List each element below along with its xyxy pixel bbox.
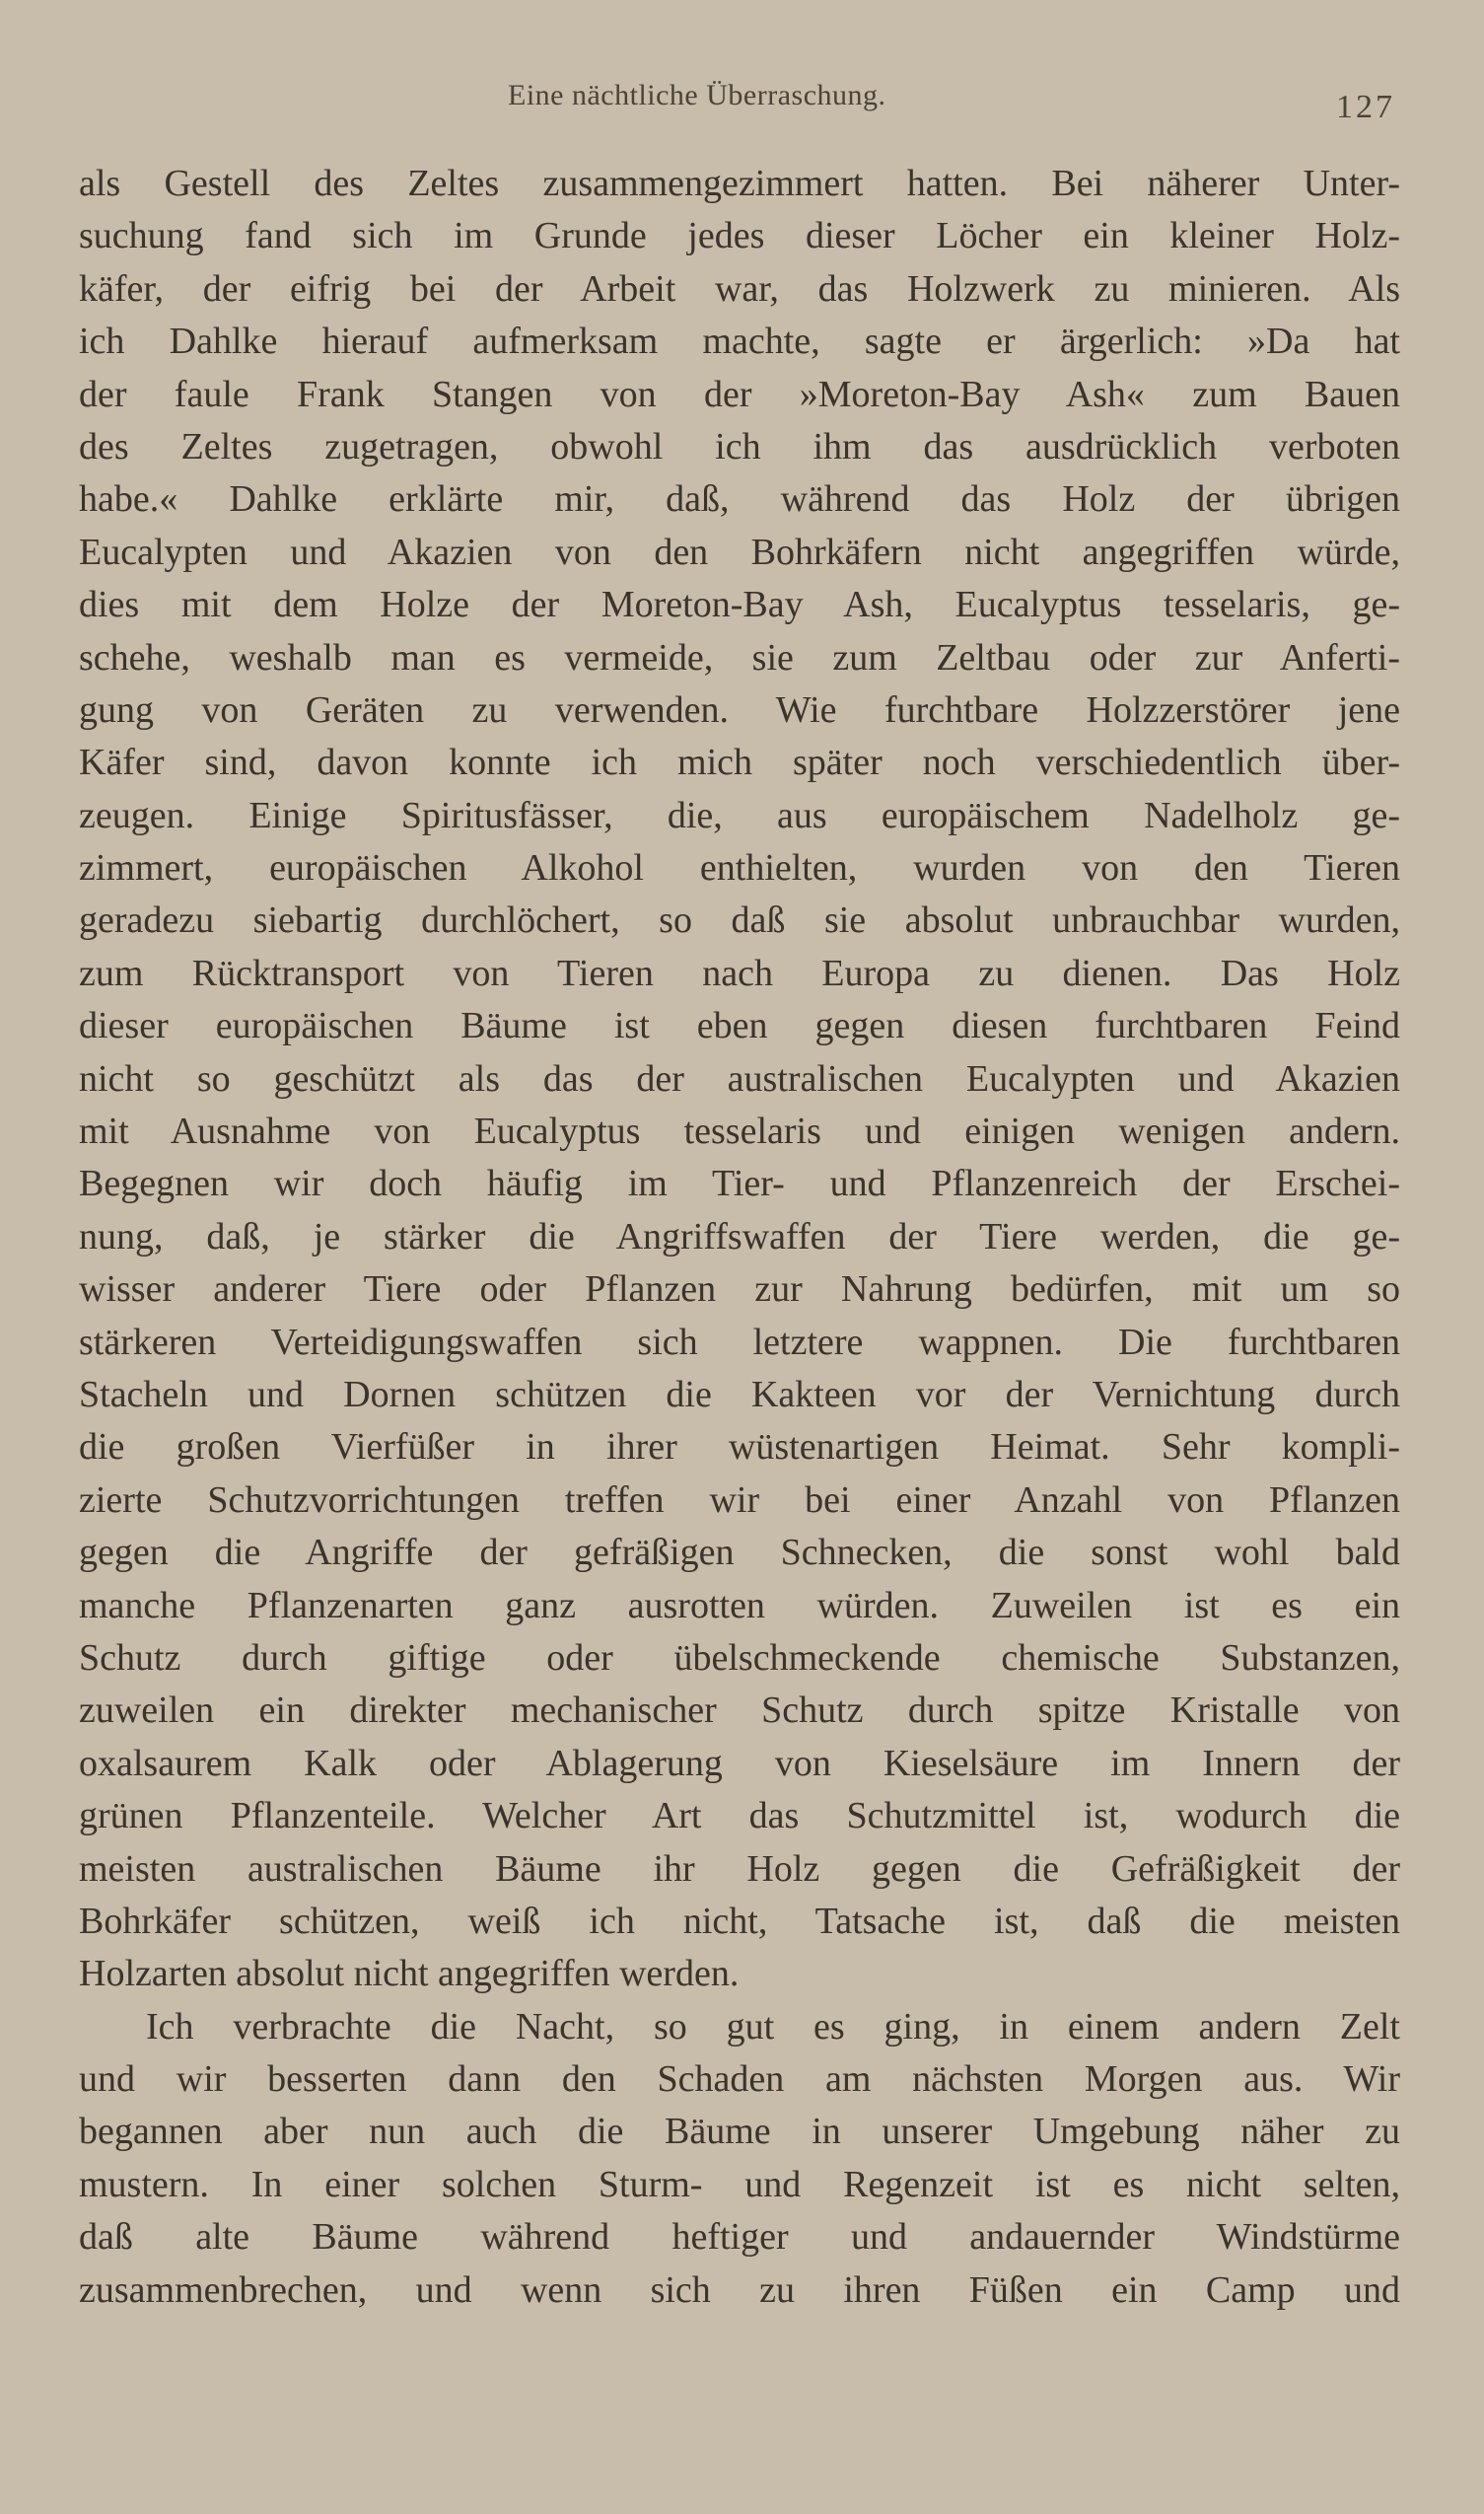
text-line: begannen aber nun auch die Bäume in unserer Umgebung näher zu bbox=[79, 2111, 1400, 2153]
running-title: Eine nächtliche Überraschung. bbox=[508, 79, 886, 111]
running-head bbox=[0, 69, 1484, 125]
text-line: Stacheln und Dornen schützen die Kakteen vor der Vernichtung durch bbox=[79, 1373, 1400, 1415]
text-line: der faule Frank Stangen von der »Moreton-Bay Ash« zum Bauen bbox=[79, 373, 1400, 415]
text-line: meisten australischen Bäume ihr Holz gegen die Gefräßigkeit der bbox=[79, 1847, 1400, 1890]
text-line: dieser europäischen Bäume ist eben gegen diesen furchtbaren Feind bbox=[79, 1005, 1400, 1047]
text-line: zeugen. Einige Spiritusfässer, die, aus europäischem Nadelholz ge- bbox=[79, 794, 1400, 836]
paragraph-start-line: Ich verbrachte die Nacht, so gut es ging, in einem andern Zelt bbox=[146, 2005, 1400, 2047]
text-line: Käfer sind, davon konnte ich mich später noch verschiedentlich über- bbox=[79, 742, 1400, 784]
text-line: gung von Geräten zu verwenden. Wie furchtbare Holzzerstörer jene bbox=[79, 688, 1400, 731]
text-line: nicht so geschützt als das der australischen Eucalypten und Akazien bbox=[79, 1057, 1400, 1100]
text-line: die großen Vierfüßer in ihrer wüstenartigen Heimat. Sehr kompli- bbox=[79, 1426, 1400, 1469]
text-line: Begegnen wir doch häufig im Tier- und Pflanzenreich der Erschei- bbox=[79, 1163, 1400, 1205]
text-line: als Gestell des Zeltes zusammengezimmert hatten. Bei näherer Unter- bbox=[79, 163, 1400, 204]
page-number: 127 bbox=[1336, 89, 1395, 125]
text-line: manche Pflanzenarten ganz ausrotten würden. Zuweilen ist es ein bbox=[79, 1584, 1400, 1626]
text-line: gegen die Angriffe der gefräßigen Schnecken, die sonst wohl bald bbox=[79, 1532, 1400, 1574]
text-line: geradezu siebartig durchlöchert, so daß sie absolut unbrauchbar wurden, bbox=[79, 899, 1400, 942]
text-line: habe.« Dahlke erklärte mir, daß, während das Holz der übrigen bbox=[79, 478, 1400, 521]
text-line: und wir besserten dann den Schaden am nächsten Morgen aus. Wir bbox=[79, 2058, 1400, 2101]
text-line: schehe, weshalb man es vermeide, sie zum Zeltbau oder zur Anferti- bbox=[79, 636, 1400, 679]
text-line: Schutz durch giftige oder übelschmeckende chemische Substanzen, bbox=[79, 1636, 1400, 1679]
text-line: zierte Schutzvorrichtungen treffen wir bei einer Anzahl von Pflanzen bbox=[79, 1478, 1400, 1521]
text-line: zuweilen ein direkter mechanischer Schutz durch spitze Kristalle von bbox=[79, 1689, 1400, 1732]
body-text bbox=[79, 158, 1400, 2317]
text-line: nung, daß, je stärker die Angriffswaffen der Tiere werden, die ge- bbox=[79, 1215, 1400, 1257]
text-line: dies mit dem Holze der Moreton-Bay Ash, Eucalyptus tesselaris, ge- bbox=[79, 584, 1400, 626]
paragraph-end-line: Holzarten absolut nicht angegriffen werden. bbox=[79, 1953, 740, 1995]
text-line: zusammenbrechen, und wenn sich zu ihren Füßen ein Camp und bbox=[79, 2268, 1400, 2311]
text-line: zum Rücktransport von Tieren nach Europa zu dienen. Das Holz bbox=[79, 952, 1400, 994]
text-line: zimmert, europäischen Alkohol enthielten, wurden von den Tieren bbox=[79, 847, 1400, 890]
text-line: grünen Pflanzenteile. Welcher Art das Schutzmittel ist, wodurch die bbox=[79, 1795, 1400, 1837]
text-line: oxalsaurem Kalk oder Ablagerung von Kieselsäure im Innern der bbox=[79, 1742, 1400, 1784]
text-line: Eucalypten und Akazien von den Bohrkäfern nicht angegriffen würde, bbox=[79, 531, 1400, 573]
text-line: des Zeltes zugetragen, obwohl ich ihm das ausdrücklich verboten bbox=[79, 425, 1400, 467]
text-line: suchung fand sich im Grunde jedes dieser Löcher ein kleiner Holz- bbox=[79, 215, 1400, 257]
text-line: wisser anderer Tiere oder Pflanzen zur Nahrung bedürfen, mit um so bbox=[79, 1268, 1400, 1311]
text-line: Bohrkäfer schützen, weiß ich nicht, Tatsache ist, daß die meisten bbox=[79, 1900, 1400, 1942]
text-line: mustern. In einer solchen Sturm- und Regenzeit ist es nicht selten, bbox=[79, 2163, 1400, 2205]
text-line: käfer, der eifrig bei der Arbeit war, das Holzwerk zu minieren. Als bbox=[79, 267, 1400, 310]
text-line: daß alte Bäume während heftiger und andauernder Windstürme bbox=[79, 2216, 1400, 2259]
text-line: mit Ausnahme von Eucalyptus tesselaris und einigen wenigen andern. bbox=[79, 1111, 1400, 1153]
text-line: stärkeren Verteidigungswaffen sich letztere wappnen. Die furchtbaren bbox=[79, 1321, 1400, 1363]
text-line: ich Dahlke hierauf aufmerksam machte, sagte er ärgerlich: »Da hat bbox=[79, 321, 1400, 363]
